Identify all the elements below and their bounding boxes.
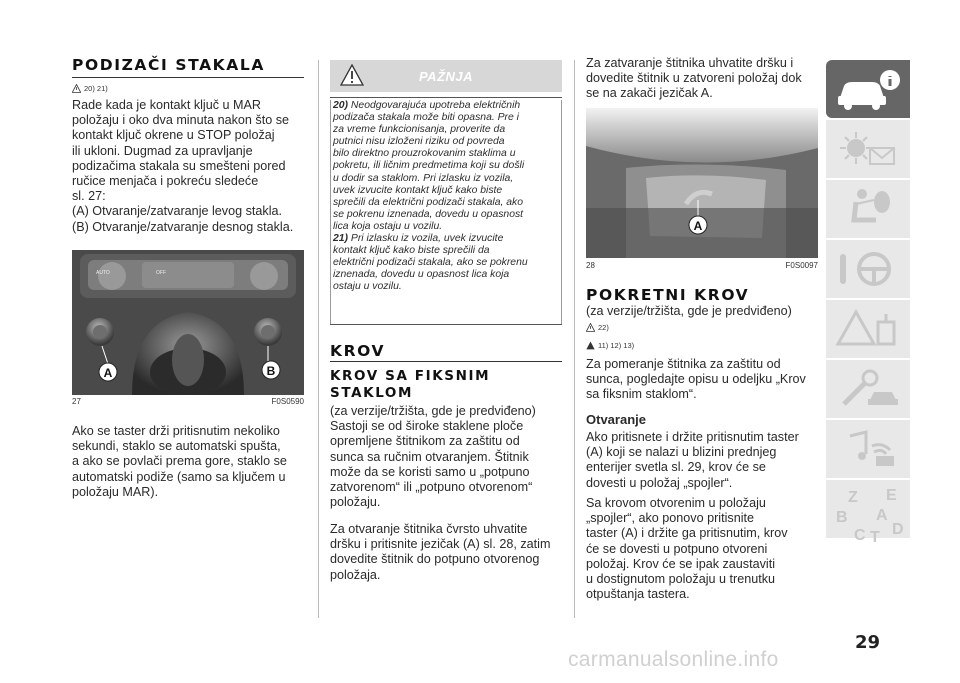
text-line: Ako pritisnete i držite pritisnutim taster [586,430,799,444]
title-rule [72,77,304,78]
text-line: „spojler“, ako ponovo pritisnite [586,511,754,526]
label-a: A [103,366,113,380]
sunroof-shade-paragraph [586,357,818,403]
text-line: sa fiksnim staklom“. [586,387,697,402]
text-line: a ako se povlači prema gore, staklo se [72,454,287,469]
label-a: A [693,219,703,233]
figure-number: 27 [72,397,81,406]
text-line: sl. 27: [72,189,106,204]
note-line: podizača stakala može biti opasna. Pre i [333,112,519,124]
figure-28-image [586,108,818,258]
subsection-title-line1: KROV SA FIKSNIM [330,368,491,384]
text-line: Ako se taster drži pritisnutim nekoliko [72,424,280,438]
index-letter: A [876,507,888,524]
note-line: se pokrenu iznenada, dovedu u opasnost [333,208,524,220]
note-line: za vreme funkcionisanja, proverite da [333,124,506,136]
text-line: dovedite štitnik do potpuno otvorenog [330,552,540,567]
wrench-car-icon [826,360,910,418]
close-shade-paragraph [586,56,818,102]
airbag-seat-icon [826,180,910,238]
outro-paragraph [72,424,304,500]
text-line: otpuštanja tastera. [586,587,690,602]
text-line: Za otvaranje štitnika čvrsto uhvatite [330,522,528,536]
page-number: 29 [855,632,881,653]
text-line: položaju. [330,495,381,510]
multimedia-icon [826,420,910,478]
warning-rule [330,97,562,98]
text-line: Za pomeranje štitnika za zaštitu od [586,357,781,371]
warning-notes [330,100,562,294]
text-line: podizačima stakala su smešteni pored [72,158,286,173]
text-line: (A) Otvaranje/zatvaranje levog stakla. [72,204,282,219]
breakdown-icon [826,300,910,358]
text-line: dršku i pritisnite jezičak (A) sl. 28, zatim [330,537,551,552]
index-letter: D [892,521,904,538]
note-number: 21) [333,233,351,245]
note-line: putnici nisu izloženi riziku od povreda [333,136,505,148]
notes-bottom-rule [330,324,562,325]
text-line: može da se koristi samo u „potpuno [330,464,530,479]
note-line: kontakt ključ kako biste sprečili da [333,245,490,257]
note-line: električni podizači stakala, ako se pokrenu [333,257,528,269]
text-line: u dostignutom položaju u trenutku [586,572,776,587]
index-letter: T [870,529,880,546]
sidebar-tab-starting[interactable] [826,240,910,298]
note-line: uvek izvucite kontakt ključ kako biste [333,184,503,196]
note-line: iznenada, dovedu u opasnost lica koja [333,269,510,281]
text-line: položaja. [330,567,381,582]
text-line: položaj. Krov će se ipak zaustaviti [586,556,775,571]
index-icon [826,480,910,552]
index-letter: C [854,527,866,544]
note-line: ostaju u vozilu. [333,281,402,293]
warning-lights-icon [826,120,910,178]
steering-key-icon [826,240,910,298]
sidebar-tab-multimedia[interactable] [826,420,910,478]
warning-triangle-icon [72,84,81,93]
text-line: se na zakači jezičak A. [586,86,713,101]
subsection-title-line2: STAKLOM [330,385,414,401]
text-line: sunca, pogledajte opisu u odeljku „Krov [586,372,806,387]
warning-refs [586,323,609,332]
text-line: (B) Otvaranje/zatvaranje desnog stakla. [72,219,294,234]
label-b: B [266,364,276,378]
section-title-sunroof: POKRETNI KROV [586,286,750,304]
text-line: kontakt ključ okrene u STOP položaj [72,128,275,143]
figure-code: F0S0097 [785,261,818,270]
notes-left-rule [330,100,331,324]
figure-code: F0S0590 [271,397,304,406]
text-line: dovesti u položaj „spojler“. [586,475,733,490]
refs-text: 20) 21) [84,84,108,93]
warning-triangle-icon [586,323,595,332]
text-line: položaju i oko dva minuta nakon što se [72,113,290,128]
notes-right-rule [561,100,562,324]
refs-text: 22) [598,323,609,332]
footer-watermark: carmanualsonline.info [568,648,779,671]
section-title-roof: KROV [330,342,386,360]
warning-band [330,60,562,92]
panel-off-text: OFF [156,270,166,276]
text-line: automatski podiže (samo sa ključem u [72,469,286,484]
note-line: 20) Neodgovarajuća upotreba električnih [333,100,521,111]
column-divider-2 [574,60,575,618]
note-line: sprečili da električni podizači stakala, ako [333,196,524,208]
figure-28-caption [586,261,818,270]
car-info-icon [826,60,910,118]
text-line: zatvorenom“ ili „potpuno otvorenom“ [330,480,533,495]
warning-refs [72,84,108,93]
availability-note: (za verzije/tržišta, gde je predviđeno) [586,304,792,318]
note-line: lica koja ostaju u vozilu. [333,220,443,232]
note-number: 20) [333,100,351,111]
figure-27-caption [72,397,304,406]
panel-auto-text: AUTO [96,270,110,276]
opening-paragraph [586,430,818,491]
roof-rule [330,361,562,362]
text-line: ili ukloni. Dugmad za upravljanje [72,143,253,158]
note-line: u dodir sa staklom. Pri izlasku iz vozila, [333,172,514,184]
caution-icon [586,341,595,350]
text-line: (A) koji se nalazi u blizini prednjeg [586,445,777,460]
warning-title: PAŽNJA [418,69,474,84]
sidebar-tab-emergency[interactable] [826,300,910,358]
text-line: sunca sa ručnim otvaranjem. Štitnik [330,449,529,464]
text-line: Sastoji se od široke staklene ploče [330,419,524,434]
open-shade-paragraph [330,522,562,583]
text-line: Za zatvaranje štitnika uhvatite dršku i [586,56,794,70]
text-line: položaju MAR). [72,484,159,499]
note-line: 21) Pri izlasku iz vozila, uvek izvucite [333,233,504,245]
sidebar-tab-warning-lights[interactable] [826,120,910,178]
index-letter: Z [848,489,858,506]
heading-opening: Otvaranje [586,412,646,427]
text-line: (za verzije/tržišta, gde je predviđeno) [330,404,536,418]
text-line: taster (A) i držite ga pritisnutim, krov [586,526,788,541]
text-line: ručice menjača i pokreću sledeće [72,174,259,189]
text-line: Sa krovom otvorenim u položaju [586,496,766,510]
text-line: enterijer svetla sl. 29, krov će se [586,460,766,475]
text-line: opremljene štitnikom za zaštitu od [330,434,520,449]
sidebar-tab-car-info[interactable] [826,60,910,118]
figure-27-image [72,250,304,395]
text-line: će se dovesti u potpuno otvoreni [586,541,768,556]
full-open-paragraph [586,496,818,602]
text-line: Rade kada je kontakt ključ u MAR [72,98,261,112]
intro-paragraph [72,98,304,235]
note-line: bilo direktno prouzrokovanim staklima u [333,148,516,160]
note-line: pokretu, ili ličnim predmetima koji su došli [333,160,525,172]
sidebar-tab-index[interactable] [826,480,910,546]
caution-refs [586,341,634,350]
index-letter: E [886,487,897,504]
sidebar-tab-maintenance[interactable] [826,360,910,418]
column-divider [318,60,319,618]
text-line: dovedite štitnik u zatvoreni položaj dok [586,71,802,86]
figure-number: 28 [586,261,595,270]
index-letter: B [836,509,848,526]
fixed-roof-paragraph [330,404,562,510]
refs-text: 11) 12) 13) [598,341,635,350]
section-title-window-lifts: PODIZAČI STAKALA [72,56,265,74]
sidebar-tab-safety[interactable] [826,180,910,238]
text-line: sekundi, staklo se automatski spušta, [72,439,281,454]
